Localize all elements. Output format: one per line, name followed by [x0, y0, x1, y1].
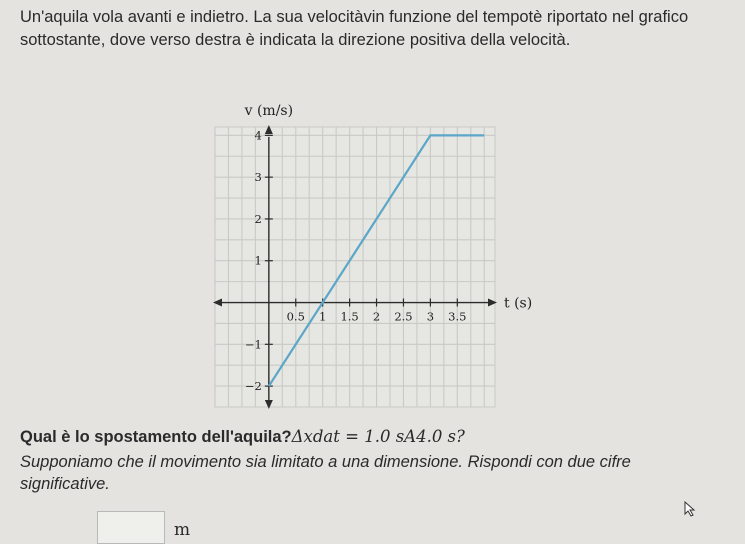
instruction-text: Supponiamo che il movimento sia limitato a una dimensione. Rispondi con due cifre significative.: [20, 453, 631, 493]
question: [20, 426, 720, 448]
chart-svg: [205, 95, 535, 415]
y-tick-label: 3: [254, 170, 262, 185]
answer-input[interactable]: [97, 511, 165, 544]
x-tick-label: 3: [426, 309, 435, 324]
x-axis-label: t (s): [504, 295, 533, 312]
question-text: Qual è lo spostamento dell'aquila?: [20, 428, 292, 446]
x-tick-label: 2.5: [394, 309, 413, 324]
x-tick-label: 1: [319, 309, 327, 324]
problem-intro: Un'aquila vola avanti e indietro. La sua velocitàvin funzione del tempotè riportato nel grafico sottostante, dove verso destra è indicata la direzione positiva della velocità.: [20, 8, 689, 49]
question-math: Δxdat = 1.0 sA4.0 s?: [291, 427, 465, 446]
x-tick-label: 3.5: [448, 309, 467, 324]
y-tick-label: 2: [254, 211, 262, 226]
y-tick-label: −2: [244, 379, 262, 394]
velocity-time-chart: [205, 95, 535, 415]
mouse-pointer-icon: [684, 501, 698, 517]
y-tick-label: 4: [254, 128, 262, 143]
y-tick-label: 1: [254, 253, 262, 268]
y-tick-label: −1: [244, 337, 262, 352]
x-tick-label: 1.5: [340, 309, 359, 324]
x-tick-label: 0.5: [286, 309, 305, 324]
x-tick-label: 2: [372, 309, 381, 324]
answer-unit: m: [174, 520, 191, 540]
y-axis-label: v (m/s): [244, 103, 294, 119]
